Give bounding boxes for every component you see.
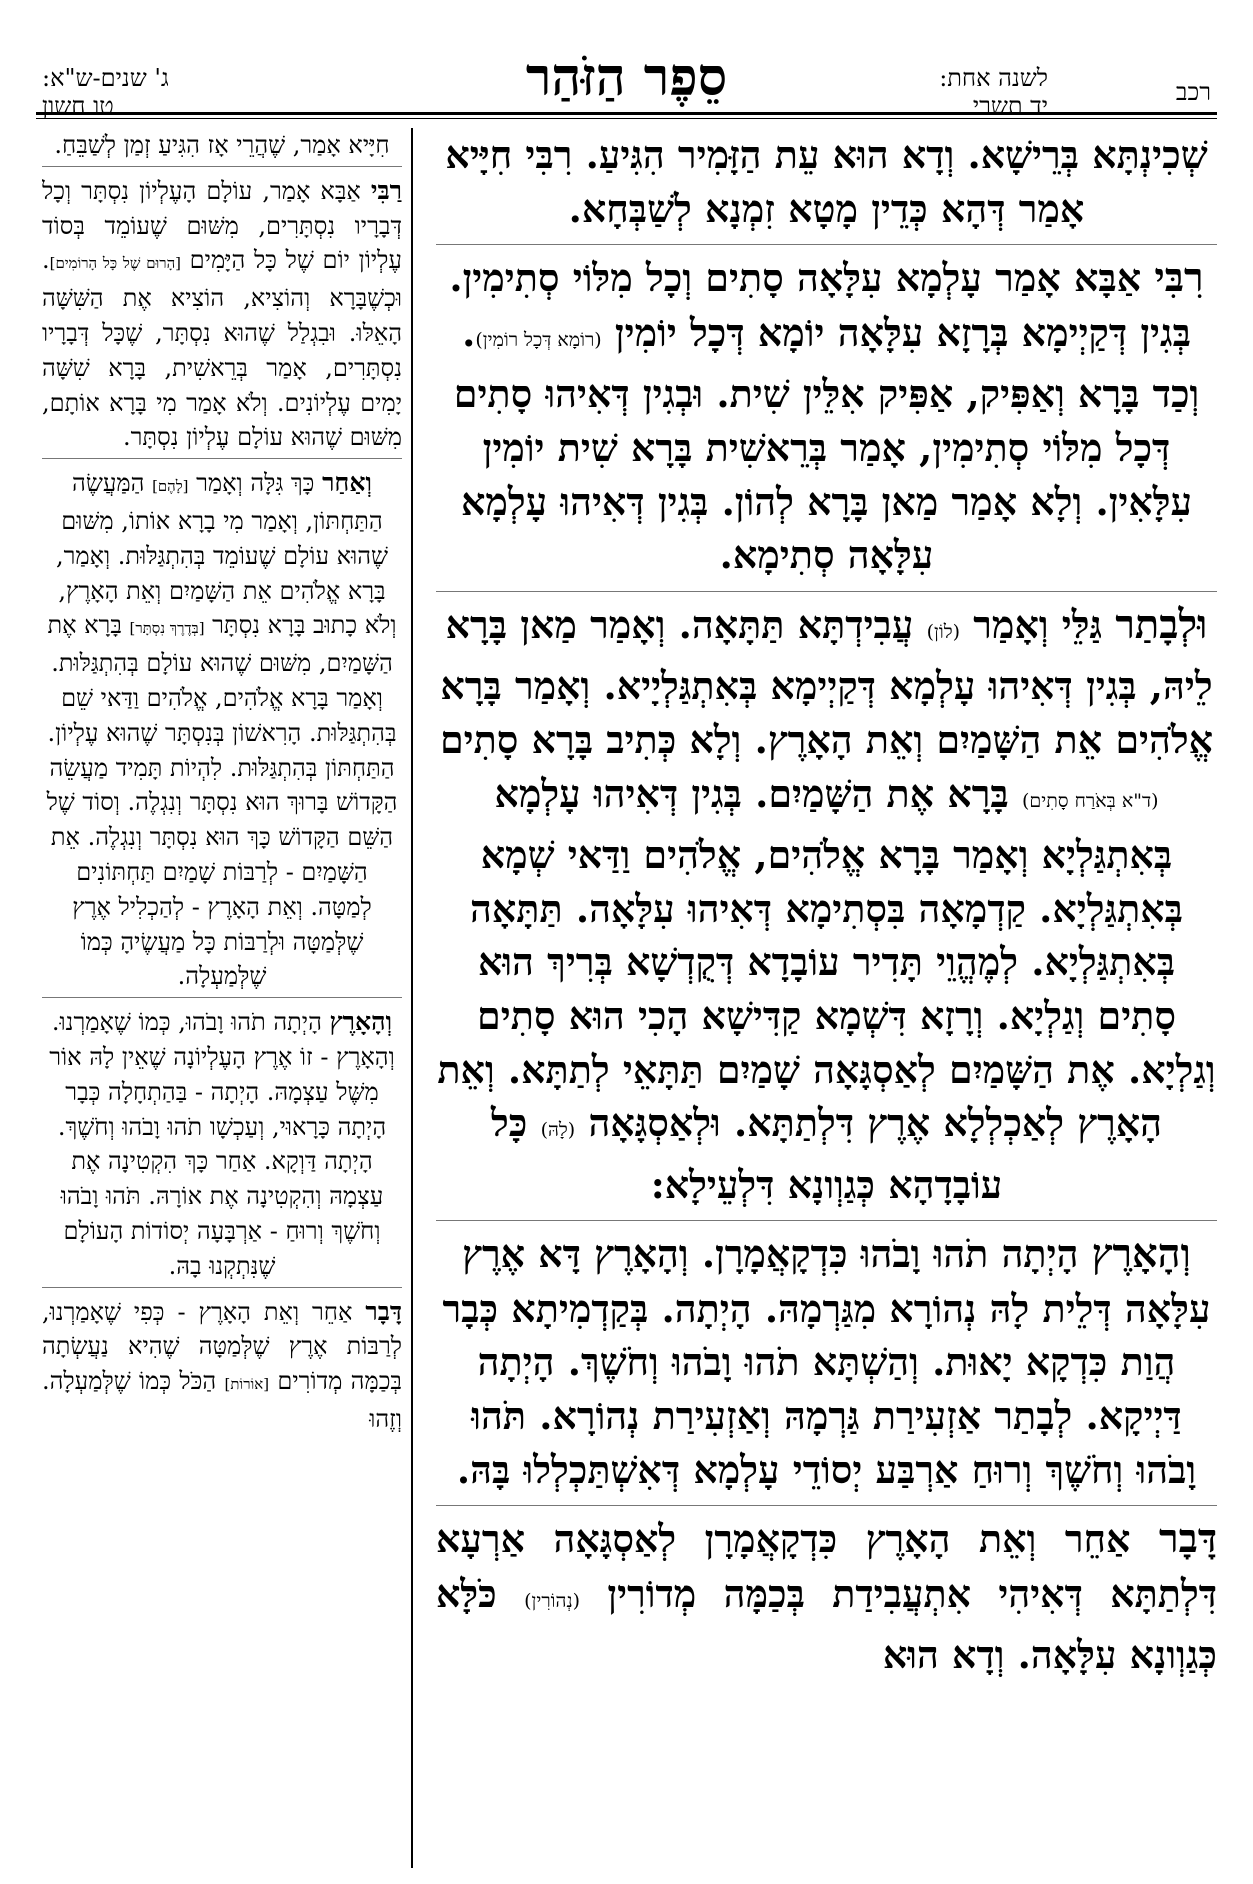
variant-note: (נְהוֹרִין) <box>524 1589 581 1612</box>
hebrew-paragraph <box>42 1004 402 1283</box>
aramaic-text: הָיְתָה תֹהוּ וָבֹהוּ כִּדְקָאֲמָרָן. וְהָאָרֶץ דָּא אֶרֶץ עִלָּאָה דְּלֵית לָהּ נְהוֹרָא מִגַּרְמָהּ. הָיְתָה. בְּקַדְמִיתָא כְּבָר הֲוַת כִּדְקָא יָאוּת. וְהַשְׁתָּא תֹהוּ וָבֹהוּ וְחֹשֶׁךְ. הָיְתָה דַּיְיקָא. לְבָתַר אַזְעִירַת גַּרְמָהּ וְאַזְעִירַת נְהוֹרָא. תֹּהוּ וָבֹהוּ וְחֹשֶׁךְ וְרוּחַ אַרְבַּע יְסוֹדֵי עָלְמָא דְּאִשְׁתַּכְלְלוּ בָּהּ. <box>442 1231 1211 1492</box>
paragraph-divider <box>436 1220 1217 1221</box>
paragraph-divider <box>42 166 402 167</box>
variant-note: (רוֹמָא דְּכָל רוֹמִין) <box>475 328 602 351</box>
paragraph-divider <box>436 1505 1217 1506</box>
opening-word: רִבִּי <box>1154 255 1204 302</box>
header-rule-thin <box>36 118 1217 119</box>
hebrew-paragraph <box>42 1294 402 1437</box>
hebrew-text: אַבָּא אָמַר, עוֹלָם הָעֶלְיוֹן נִסְתָּר וְכָל דְּבָרָיו נִסְתָּרִים, מִשּׁוּם שֶׁעוֹמֵד בְּסוֹד עֶלְיוֹן יוֹם שֶׁל כָּל הַיָּמִים <box>42 176 402 275</box>
opening-word: דָּבָר <box>365 1295 402 1326</box>
aramaic-paragraph <box>436 1227 1217 1496</box>
hebrew-paragraph <box>42 173 402 455</box>
schedule-three-years-date: טו חשון <box>42 92 114 120</box>
opening-word: וְהָאָרֶץ <box>1091 1231 1191 1278</box>
hebrew-paragraph <box>42 465 402 994</box>
schedule-three-years-label: ג' שנים-ש"א: <box>42 64 169 92</box>
variant-note: (לָהּ) <box>540 1119 576 1142</box>
paragraph-divider <box>436 591 1217 592</box>
variant-note: (ד"א בְּאֹרַח סָתִים) <box>1021 789 1159 812</box>
variant-note: [הָרוּם שֶׁל כָּל הָרוֹמִים] <box>49 254 181 273</box>
hebrew-text: אַחֵר וְאֵת הָאָרֶץ - כְּפִי שֶׁאָמַרְנוּ, לְרַבּוֹת אֶרֶץ שֶׁלְּמַטָּה שֶׁהִיא נַעֲשְׂתָה בְּכַמָּה מְדוֹרִים <box>42 1297 402 1396</box>
aramaic-paragraph: רִבִּי אַבָּא אָמַר עָלְמָא עִלָּאָה סָתִים וְכָל מִלּוֹי סְתִימִין. בְּגִין דְּקַיְימָא בְּרָזָא עִלָּאָה יוֹמָא דְּכָל יוֹמִין (רוֹמָא דְּכָל רוֹמִין). וְכַד בָּרָא וְאַפִּיק, אַפִּיק אִלֵּין שִׁית. וּבְגִין דְּאִיהוּ סָתִים דְּכָל מִלּוֹי סְתִימִין, אָמַר בְּרֵאשִׁית בָּרָא שִׁית יוֹמִין עִלָּאִין. וְלָא אָמַר מַאן בָּרָא לְהוֹן. בְּגִין דְּאִיהוּ עָלְמָא עִלָּאָה סְתִימָא. <box>449 255 1204 578</box>
opening-word: וְהָאָרֶץ <box>329 1006 393 1037</box>
paragraph-divider <box>436 244 1217 245</box>
page-number: רכב <box>1175 78 1211 106</box>
opening-word: רַבִּי <box>370 174 402 205</box>
schedule-one-year-date: יד תשרי <box>972 92 1048 120</box>
hebrew-text: הָיְתָה תֹהוּ וָבֹהוּ, כְּמוֹ שֶׁאָמַרְנוּ. וְהָאָרֶץ - זוֹ אֶרֶץ הָעֶלְיוֹנָה שֶׁאֵין לָהּ אוֹר מִשֶּׁל עַצְמָהּ. הָיְתָה - בַּהַתְחָלָה כְּבָר הָיְתָה כָּרָאוּי, וְעַכְשָׁו תֹהוּ וָבֹהוּ וְחֹשֶׁךְ. הָיְתָה דַּוְקָא. אַחַר כָּךְ הִקְטִינָה אֶת עַצְמָהּ וְהִקְטִינָה אֶת אוֹרָהּ. תֹּהוּ וָבֹהוּ וְחֹשֶׁךְ וְרוּחַ - אַרְבָּעָה יְסוֹדוֹת הָעוֹלָם שֶׁנִּתְקְנוּ בָהּ. <box>49 1008 395 1280</box>
variant-note: [בְּדֶרֶךְ נִסְתָּר] <box>129 619 205 638</box>
hebrew-text: הַכֹּל כְּמוֹ שֶׁלְּמַעְלָה. וְזֶהוּ <box>42 1367 402 1433</box>
aramaic-text: אַבָּא אָמַר עָלְמָא עִלָּאָה סָתִים וְכָל מִלּוֹי סְתִימִין. בְּגִין דְּקַיְימָא בְּרָזָא עִלָּאָה יוֹמָא דְּכָל יוֹמִין <box>449 255 1191 355</box>
column-divider <box>411 128 413 1868</box>
paragraph-divider <box>42 1287 402 1288</box>
aramaic-paragraph <box>436 128 1217 235</box>
aramaic-text: וְכַד בָּרָא וְאַפִּיק, אַפִּיק אִלֵּין שִׁית. וּבְגִין דְּאִיהוּ סָתִים דְּכָל מִלּוֹי סְתִימִין, אָמַר בְּרֵאשִׁית בָּרָא שִׁית יוֹמִין עִלָּאִין. וְלָא אָמַר מַאן בָּרָא לְהוֹן. בְּגִין דְּאִיהוּ עָלְמָא עִלָּאָה סְתִימָא. <box>453 371 1200 578</box>
variant-note: [לָהֶם] <box>152 477 189 496</box>
variant-note: (לוֹן) <box>926 620 961 643</box>
hebrew-text: כָּךְ גִּלָּה וְאָמַר <box>196 469 315 498</box>
book-title: סֵפֶר הַזֹּהַר <box>525 47 728 108</box>
aramaic-paragraph <box>436 1512 1217 1682</box>
opening-word: וּלְבָתַר <box>1115 601 1208 648</box>
aramaic-text: עֲבִידְתָּא תַּתָּאָה. וְאָמַר מַאן בָּרָא לֵיהּ, בְּגִין דְּאִיהוּ עָלְמָא דְּקַיְימָא בְּאִתְגַּלְיָיא. וְאָמַר בָּרָא אֱלֹהִים אֵת הַשָּׁמַיִם וְאֵת הָאָרֶץ. וְלָא כְּתִיב בָּרָא סָתִים <box>439 601 1214 762</box>
paragraph-divider <box>42 458 402 459</box>
aramaic-text: כָּל עוֹבָדָהָא כְּגַוְונָא דִּלְעֵילָא: <box>490 1100 1003 1207</box>
aramaic-text: שְׁכִינְתָּא בְּרֵישָׁא. וְדָא הוּא עֵת הַזָּמִיר הִגִּיעַ. רִבִּי חִיָּיא אָמַר דְּהָא כְּדֵין מָטָא זִמְנָא לְשַׁבְּחָא. <box>445 132 1208 231</box>
variant-note: [אוֹרוֹת] <box>224 1375 270 1394</box>
hebrew-text: הַמַּעֲשֶׂה הַתַּחְתּוֹן, וְאָמַר מִי בָרָא אוֹתוֹ, מִשּׁוּם שֶׁהוּא עוֹלָם שֶׁעוֹמֵד בְּהִתְגַּלּוּת. וְאָמַר, בָּרָא אֱלֹהִים אֵת הַשָּׁמַיִם וְאֵת הָאָרֶץ, וְלֹא כָתוּב בָּרָא נִסְתָּר <box>55 469 397 640</box>
header-rule-thick <box>36 112 1217 115</box>
opening-word: דָּבָר <box>1159 1516 1217 1563</box>
hebrew-text: חִיָּיא אָמַר, שֶׁהֲרֵי אָז הִגִּיעַ זְמַן לְשַׁבֵּחַ. <box>54 131 390 159</box>
aramaic-text: בָּרָא אֶת הַשָּׁמַיִם. בְּגִין דְּאִיהוּ עָלְמָא בְּאִתְגַּלְיָא וְאָמַר בָּרָא אֱלֹהִים, אֱלֹהִים וַדַּאי שְׁמָא בְּאִתְגַּלְיָא. קַדְמָאָה בִּסְתִימָא דְּאִיהוּ עִלָּאָה. תַּתָּאָה בְּאִתְגַּלְיָא. לְמֶהֱוֵי תָּדִיר עוֹבָדָא דְּקֻדְשָׁא בְּרִיךְ הוּא סָתִים וְגַלְיָא. וְרָזָא דִּשְׁמָא קַדִּישָׁא הָכִי הוּא סָתִים וְגַלְיָא. אֶת הַשָּׁמַיִם לְאַסְגָּאָה שָׁמַיִם תַּתָּאֵי לְתַתָּא. וְאֵת הָאָרֶץ לְאַכְלְלָא אֶרֶץ דִּלְתַתָּא. וּלְאַסְגָּאָה <box>437 770 1216 1146</box>
aramaic-text: כֹּלָּא כְּגַוְונָא עִלָּאָה. וְדָא הוּא <box>436 1570 1217 1678</box>
hebrew-text: בָּרָא אֶת הַשָּׁמַיִם, מִשּׁוּם שֶׁהוּא עוֹלָם בְּהִתְגַּלּוּת. וְאָמַר בָּרָא אֱלֹהִים, אֱלֹהִים וַדַּאי שֵׁם בְּהִתְגַּלּוּת. הָרִאשׁוֹן בְּנִסְתָּר שֶׁהוּא עֶלְיוֹן. הַתַּחְתּוֹן בְּהִתְגַּלּוּת. לִהְיוֹת תָּמִיד מַעֲשֵׂה הַקָּדוֹשׁ בָּרוּךְ הוּא נִסְתָּר וְנִגְלֶה. וְסוֹד שֶׁל הַשֵּׁם הַקָּדוֹשׁ כָּךְ הוּא נִסְתָּר וְנִגְלֶה. אֵת הַשָּׁמַיִם - לְרַבּוֹת שָׁמַיִם תַּחְתּוֹנִים לְמַטָּה. וְאֵת הָאָרֶץ - לְהַכְלִיל אֶרֶץ שֶׁלְּמַטָּה וּלְרַבּוֹת כָּל מַעֲשֶׂיהָ כְּמוֹ שֶׁלְּמַעְלָה. <box>46 611 398 991</box>
hebrew-text: . וּכְשֶׁבָּרָא וְהוֹצִיא, הוֹצִיא אֶת הַשִּׁשָּׁה הָאֵלּוּ. וּבִגְלַל שֶׁהוּא נִסְתָּר, שֶׁכָּל דְּבָרָיו נִסְתָּרִים, אָמַר בְּרֵאשִׁית, בָּרָא שִׁשָּׁה יָמִים עֶלְיוֹנִים. וְלֹא אָמַר מִי בָּרָא אוֹתָם, מִשּׁוּם שֶׁהוּא עוֹלָם עֶלְיוֹן נִסְתָּר. <box>42 246 402 452</box>
aramaic-text: אַחֵר וְאֵת הָאָרֶץ כִּדְקָאֲמָרָן לְאַסְגָּאָה אַרְעָא דִּלְתַתָּא דְּאִיהִי אִתְעֲבִידַת בְּכַמָּה מְדוֹרִין <box>436 1516 1217 1616</box>
schedule-one-year-label: לשנה אחת: <box>939 64 1048 92</box>
aramaic-paragraph <box>436 598 1217 1212</box>
paragraph-divider <box>42 997 402 998</box>
hebrew-translation-column <box>42 128 402 1868</box>
aramaic-text-column <box>436 128 1217 1868</box>
aramaic-text: גַּלֵּי וְאָמַר <box>973 601 1103 647</box>
hebrew-paragraph <box>42 128 402 163</box>
opening-word: וְאַחַר <box>322 467 372 498</box>
